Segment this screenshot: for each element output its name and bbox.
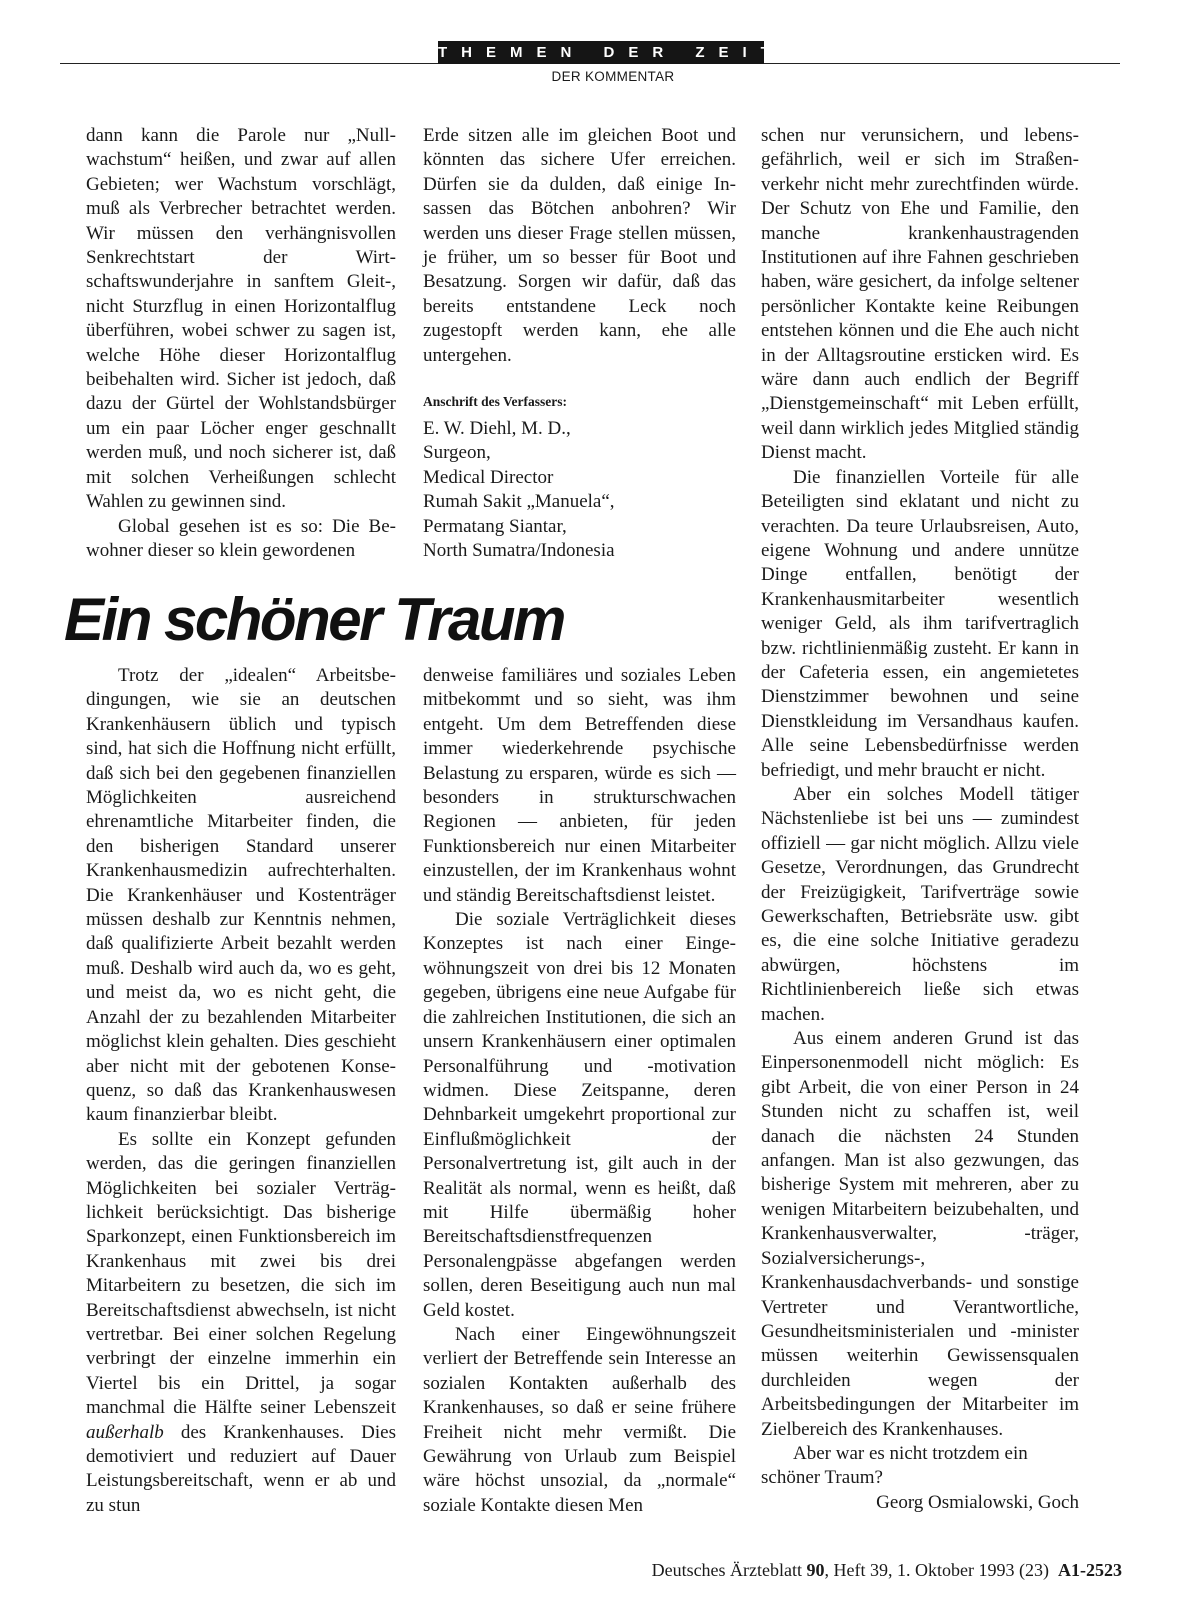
paragraph: Erde sitzen alle im gleichen Boot und könnten das sichere Ufer erreichen. Dürfen sie da dulden, daß einige Insassen das Bötchen anbohren? Wir werden uns dieser Frage stellen müssen, je früher, um so besser für Boot und Besatzung. Sorgen wir dafür, daß das bereits entstandene Leck noch zugestopft werden kann, ehe alle untergehen. [423,125,736,366]
issue-info: , Heft 39, 1. Oktober 1993 (23) [824,1560,1049,1580]
address-line: North Sumatra/Indonesia [423,540,615,562]
address-line: Rumah Sakit „Manuela“, [423,491,615,513]
address-line: Surgeon, [423,442,491,464]
paragraph: Global gesehen ist es so: Die Bewohner dieser so klein gewordenen [86,515,396,561]
page-footer [652,1560,1122,1581]
paragraph: Die soziale Verträglichkeit dieses Konzeptes ist nach einer Eingewöhnungszeit von drei bis 12 Monaten gegeben, übrigens eine neue Aufgabe für die zahlreichen Institutionen, die sich an unsern Krankenhäusern einer optimalen Personalführung und -motivation widmen. Diese Zeitspanne, deren Dehnbarkeit umgekehrt proportional zur Einflußmöglichkeit der Personalvertretung ist, gilt auch in der Realität als normal, wenn es heißt, daß mit Hilfe übermäßig hoher Bereitschaftsdienstfrequenzen Personalengpässe abgefangen werden sollen, deren Beseitigung auch nun mal Geld kostet. [423,909,736,1321]
continued-article-column-2 [423,124,736,368]
paragraph: Aber war es nicht trotzdem ein schöner Traum? [761,1442,1028,1489]
address-line: Permatang Siantar, [423,515,567,537]
volume-number: 90 [806,1560,825,1580]
paragraph [86,1128,396,1519]
address-line: E. W. Diehl, M. D., [423,418,571,439]
paragraph: Trotz der „idealen“ Arbeitsbedingungen, wie sie an deutschen Krankenhäusern üblich und typisch sind, hat sich die Hoffnung nicht erfüllt, daß sich bei den gegebenen finanziellen Möglichkeiten ausreichend ehrenamtliche Mitarbeiter finden, die den bisherigen Standard unserer Krankenhausmedizin aufrechterhalten. Die Krankenhäuser und Kostenträger müssen deshalb zur Kenntnis nehmen, daß qualifizierte Arbeit bezahlt werden muß. Deshalb wird auch da, wo es geht, und meist da, wo es nicht geht, die Anzahl der zu bezahlenden Mitarbeiter möglichst klein gehalten. Dies geschieht aber nicht mit der gebotenen Konsequenz, so daß das Krankenhauswesen kaum finanzierbar bleibt. [86,665,396,1126]
paragraph: Nach einer Eingewöhnungszeit verliert der Betreffende sein Interesse an sozialen Kontakten außerhalb des Krankenhauses, so daß er seine frühere Freiheit nicht mehr vermißt. Die Gewährung von Urlaub zum Beispiel wäre höchst unsozial, da „normale“ soziale Kontakte diesen Men [423,1323,736,1516]
continued-article-column-1 [86,124,396,563]
journal-name: Deutsches Ärzteblatt [651,1560,803,1580]
author-signature: Georg Osmialowski, Goch [876,1491,1079,1513]
paragraph: Aber ein solches Modell tätiger Nächstenliebe ist bei uns — zumindest offiziell — gar nicht möglich. Allzu viele Gesetze, Verordnungen, das Grundrecht der Freizügigkeit, Tarifverträge sowie Gewerkschaften, Betriebsräte usw. gibt es, die eine solche Initiative geradezu abwürgen, höchstens im Richtlinienbereich ließe sich etwas machen. [761,783,1079,1025]
paragraph: Die finanziellen Vorteile für alle Beteiligten sind eklatant und nicht zu verachten. Da teure Urlaubsreisen, Auto, eigene Wohnung und andere unnütze Dinge entfallen, benötigt der Krankenhausmitarbeiter wesentlich weniger Geld, als ihm tarifvertraglich bzw. richtlinienmäßig zusteht. Er kann in der Cafeteria essen, ein angemietetes Dienstzimmer bewohnen und seine Dienstkleidung im Versandhaus kaufen. Alle seine Lebensbedürfnisse werden befriedigt, und mehr braucht er nicht. [761,466,1079,781]
address-line: Medical Director [423,466,554,488]
article-headline: Ein schöner Traum [64,586,564,653]
paragraph: schen nur verunsichern, und lebensgefährlich, weil er sich im Straßenverkehr nicht mehr zurechtfinden würde. Der Schutz von Ehe und Familie, den manche krankenhaustragenden Institutionen auf ihre Fahnen geschrieben haben, wäre gesichert, da infolge seltener persönlicher Kontakte keine Reibungen entstehen können und die Ehe auch nicht in der Alltagsroutine ersticken wird. Es wäre dann auch endlich der Begriff „Dienstgemeinschaft“ mit Leben erfüllt, weil dann wirklich jedes Mitglied ständig Dienst macht. [761,125,1079,464]
author-address-label: Anschrift des Verfassers: [423,394,567,409]
article-column-1 [86,664,396,1518]
section-tag: THEMEN DER ZEIT [438,41,764,64]
page-number: A1-2523 [1058,1560,1122,1580]
paragraph: denweise familiäres und soziales Leben mitbekommt und so sieht, was ihm entgeht. Um dem Betreffenden diese immer wiederkehrende psychische Belastung zu ersparen, würde es sich — besonders in strukturschwachen Regionen — anbieten, für jeden Funktionsbereich nur einen Mitarbeiter einzustellen, der im Krankenhaus wohnt und ständig Bereitschaftsdienst leistet. [423,665,736,906]
emphasis: außerhalb [86,1421,164,1443]
author-address [423,417,743,563]
section-subtitle: DER KOMMENTAR [551,69,675,84]
text-run: Es sollte ein Konzept gefunden werden, das die geringen finanziellen Möglichkeiten bei sozialer Verträglichkeit berücksichtigt. Das bisherige Sparkonzept, einen Funktionsbereich im Krankenhaus mit zwei bis drei Mitarbeitern zu besetzen, die sich im Bereitschaftsdienst abwechseln, ist nicht vertretbar. Bei einer solchen Regelung verbringt der einzelne immerhin ein Viertel bis ein Drittel, ja sogar manchmal die Hälfte seiner Lebenszeit [86,1128,396,1419]
article-column-2 [423,664,736,1518]
text-run: des Krankenhauses. Dies demotiviert und reduziert auf Dauer Leistungsbereitschaft, wenn er ab und zu stun [86,1421,396,1516]
article-column-3 [761,124,1079,1515]
paragraph: Aus einem anderen Grund ist das Einpersonenmodell nicht möglich: Es gibt Arbeit, die von einer Person in 24 Stunden nicht zu schaffen ist, weil danach die nächsten 24 Stunden anfangen. Man ist also gezwungen, das bisherige System mit mehreren, aber zu wenigen Mitarbeitern beizubehalten, und Krankenhausverwalter, -träger, Sozialversicherungs-, Krankenhausdachverbands- und sonstige Vertreter und Verantwortliche, Gesundheitsministerialen und -minister müssen weiterhin Gewissensqualen durchleiden wegen der Arbeitsbedingungen der Mitarbeiter im Zielbereich des Krankenhauses. [761,1028,1079,1440]
paragraph: dann kann die Parole nur „Nullwachstum“ heißen, und zwar auf allen Gebieten; wer Wachstum vorschlägt, muß als Verbrecher betrachtet werden. Wir müssen den verhängnisvollen Senkrechtstart der Wirtschaftswunderjahre in sanftem Gleit-, nicht Sturzflug in einen Horizontalflug überführen, wobei schwer zu sagen ist, welche Höhe dieser Horizontalflug beibehalten wird. Sicher ist jedoch, daß dazu der Gürtel der Wohlstandsbürger um ein paar Löcher enger geschnallt werden muß, und noch sicherer ist, daß mit solchen Verheißungen schlecht Wahlen zu gewinnen sind. [86,125,396,513]
